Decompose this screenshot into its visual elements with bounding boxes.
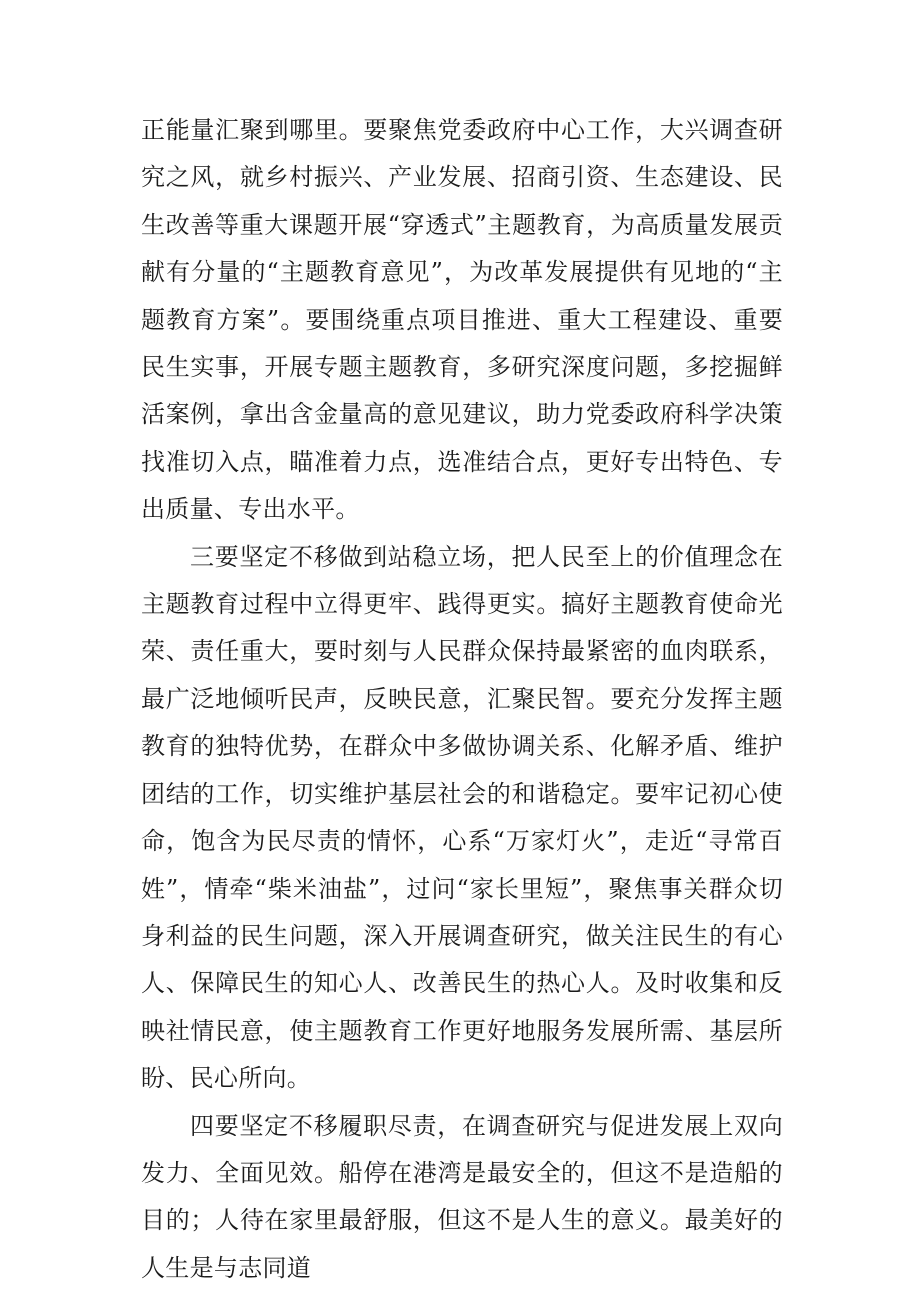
paragraph-1: 正能量汇聚到哪里。要聚焦党委政府中心工作，大兴调查研究之风，就乡村振兴、产业发展、招商引资、生态建设、民生改善等重大课题开展“穿透式”主题教育，为高质量发展贡献有分量的“主题教育意见”，为改革发展提供有见地的“主题教育方案”。要围绕重点项目推进、重大工程建设、重要民生实事，开展专题主题教育，多研究深度问题，多挖掘鲜活案例，拿出含金量高的意见建议，助力党委政府科学决策找准切入点，瞄准着力点，选准结合点，更好专出特色、专出质量、专出水平。 xyxy=(141,116,783,524)
paragraph-2: 三要坚定不移做到站稳立场，把人民至上的价值理念在主题教育过程中立得更牢、践得更实。搞好主题教育使命光荣、责任重大，要时刻与人民群众保持最紧密的血肉联系，最广泛地倾听民声，反映民意，汇聚民智。要充分发挥主题教育的独特优势，在群众中多做协调关系、化解矛盾、维护团结的工作，切实维护基层社会的和谐稳定。要牢记初心使命，饱含为民尽责的情怀，心系“万家灯火”，走近“寻常百姓”，情牵“柴米油盐”，过问“家长里短”，聚焦事关群众切身利益的民生问题，深入开展调查研究，做关注民生的有心人、保障民生的知心人、改善民生的热心人。及时收集和反映社情民意，使主题教育工作更好地服务发展所需、基层所盼、民心所向。 xyxy=(141,542,783,1093)
paragraph-3: 四要坚定不移履职尽责，在调查研究与促进发展上双向发力、全面见效。船停在港湾是最安全的，但这不是造船的目的；人待在家里最舒服，但这不是人生的意义。最美好的人生是与志同道 xyxy=(141,1111,783,1282)
document-body xyxy=(141,107,783,1292)
